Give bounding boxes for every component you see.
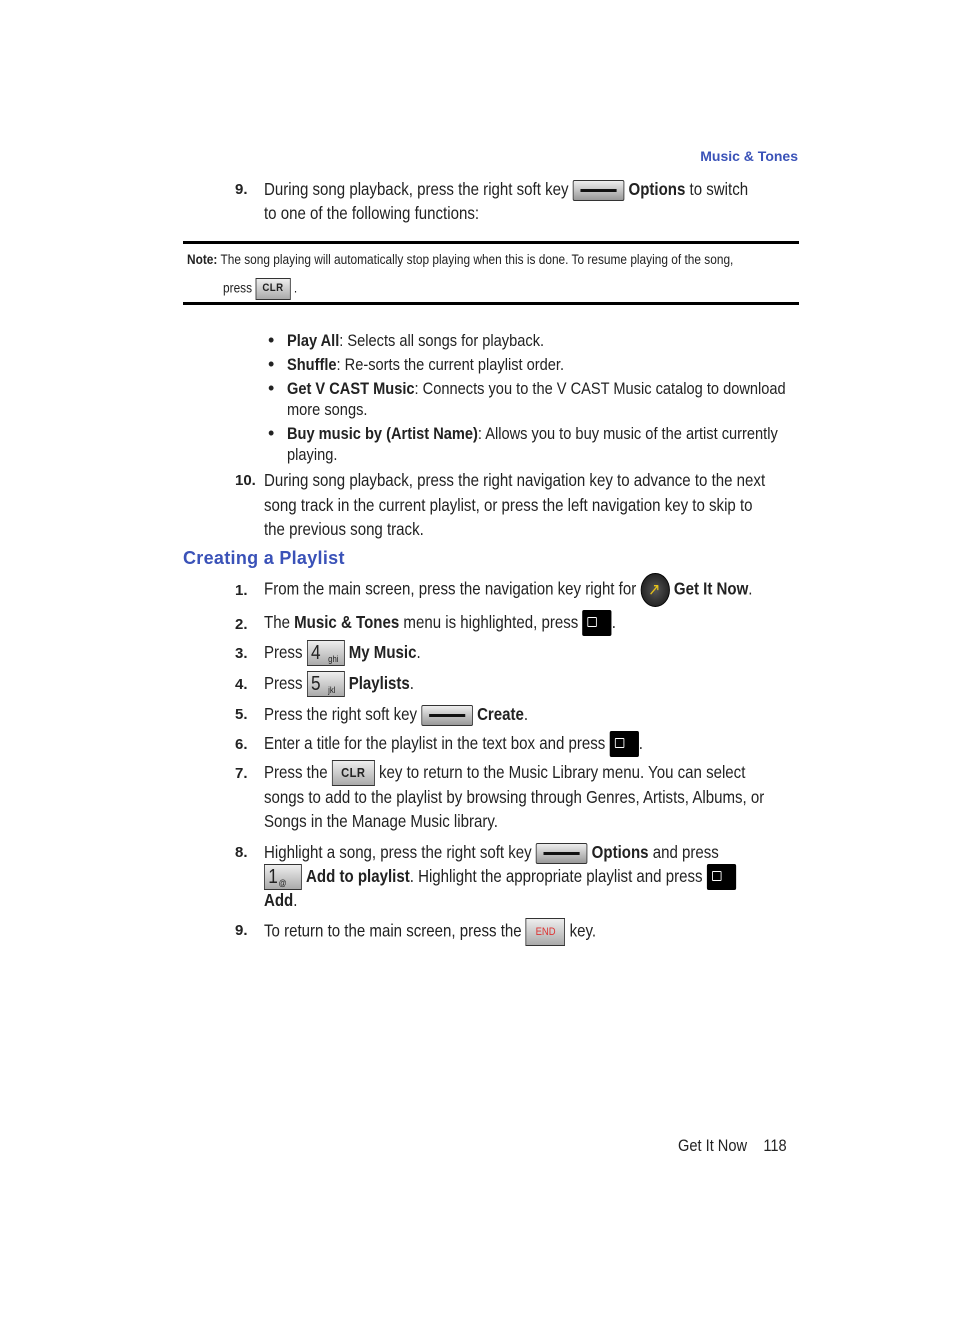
text: .	[416, 642, 421, 662]
note-top-rule	[183, 241, 799, 244]
text: The	[264, 612, 290, 632]
bullet-item	[287, 354, 564, 375]
bold-term: Playlists	[348, 673, 410, 693]
text: menu is highlighted, press	[403, 612, 579, 632]
text: .	[293, 890, 298, 910]
step-text	[264, 177, 748, 201]
key-letters: ghi	[328, 654, 339, 665]
step-text	[264, 888, 297, 912]
step-text-line: During song playback, press the right navigation key to advance to the next	[264, 470, 766, 490]
page-number: 118	[763, 1136, 787, 1155]
page-footer	[678, 1136, 787, 1156]
step-number: 9.	[235, 922, 248, 939]
step-number: 7.	[235, 765, 248, 782]
note-bottom-rule	[183, 302, 799, 305]
step-text-line: to one of the following functions:	[264, 203, 480, 223]
right-soft-key-icon	[573, 180, 625, 201]
text: Press	[264, 642, 303, 662]
bullet-item	[287, 378, 786, 420]
step-text	[264, 864, 736, 890]
text: to switch	[689, 179, 749, 199]
step-number: 3.	[235, 645, 248, 662]
step-text	[264, 702, 528, 726]
text: Press the right soft key	[264, 704, 418, 724]
bullet-icon: •	[268, 378, 275, 398]
bold-term: Get It Now	[673, 578, 749, 599]
get-it-now-icon	[640, 573, 669, 607]
clr-key-icon: CLR	[332, 760, 375, 786]
step-text-line: song track in the current playlist, or press the left navigation key to skip to	[264, 495, 753, 515]
key-4-icon	[307, 640, 345, 666]
note-text: The song playing will automatically stop playing when this is done. To resume playing of the song,	[220, 252, 734, 267]
bullet-text: : Connects you to the V CAST Music catalog to download	[414, 379, 786, 398]
bullet-item	[287, 330, 544, 351]
step-text	[264, 640, 421, 666]
key-digit: 4	[310, 642, 321, 665]
text: Enter a title for the playlist in the text box and press	[264, 733, 606, 753]
section-heading: Creating a Playlist	[183, 548, 345, 568]
step-text-line: songs to add to the playlist by browsing through Genres, Artists, Albums, or	[264, 787, 765, 807]
step-text	[264, 610, 616, 636]
key-letters: @	[278, 878, 287, 889]
bold-term: Add	[264, 890, 294, 910]
key-digit: 5	[310, 673, 321, 696]
bullet-term: Get V CAST Music	[287, 379, 415, 398]
step-number: 2.	[235, 616, 248, 633]
text: Highlight a song, press the right soft key	[264, 842, 532, 862]
running-header: Music & Tones	[700, 148, 798, 164]
bullet-icon: •	[268, 354, 275, 374]
bold-term: Add to playlist	[306, 866, 410, 886]
bullet-icon: •	[268, 423, 275, 443]
text: .	[748, 578, 753, 599]
bullet-text: : Allows you to buy music of the artist currently	[477, 424, 778, 443]
text: During song playback, press the right soft key	[264, 179, 569, 199]
key-1-icon	[264, 864, 302, 890]
bullet-term: Buy music by (Artist Name)	[287, 424, 478, 443]
text: .	[611, 612, 616, 632]
bold-term: Music & Tones	[294, 612, 400, 632]
bullet-text: more songs.	[287, 400, 368, 419]
right-soft-key-icon	[421, 705, 473, 726]
text: .	[638, 733, 643, 753]
bullet-item	[287, 423, 778, 465]
end-key-icon: END	[526, 918, 566, 946]
key-5-icon	[307, 671, 345, 697]
step-text	[264, 731, 643, 757]
bold-term: Create	[477, 704, 524, 724]
text: To return to the main screen, press the	[264, 920, 522, 941]
text: .	[523, 704, 529, 724]
footer-section: Get It Now	[678, 1136, 748, 1155]
note-text: .	[293, 280, 298, 296]
step-number: 6.	[235, 736, 248, 753]
note-line-2	[223, 278, 297, 300]
step-number: 8.	[235, 844, 248, 861]
text: key to return to the Music Library menu. You can select	[378, 762, 746, 782]
note-line	[187, 252, 733, 267]
right-soft-key-icon	[536, 843, 588, 864]
step-text	[264, 760, 745, 786]
key-digit: 1	[268, 866, 278, 889]
ok-key-icon	[610, 731, 639, 757]
bullet-term: Play All	[287, 331, 340, 350]
step-text-line: the previous song track.	[264, 519, 424, 539]
text: From the main screen, press the navigation key right for	[264, 578, 637, 599]
text: Press	[264, 673, 303, 693]
step-number: 4.	[235, 676, 248, 693]
text: and press	[652, 842, 719, 862]
note-label: Note:	[187, 252, 218, 267]
step-text	[264, 840, 719, 864]
bold-term: Options	[591, 842, 649, 862]
bullet-text: : Re-sorts the current playlist order.	[336, 355, 565, 374]
bullet-text: playing.	[287, 445, 338, 464]
clr-key-icon: CLR	[255, 278, 290, 300]
key-letters: jkl	[328, 685, 336, 696]
bullet-term: Shuffle	[287, 355, 337, 374]
step-number: 5.	[235, 706, 248, 723]
step-number: 9.	[235, 181, 248, 198]
bold-term: My Music	[348, 642, 417, 662]
step-number: 1.	[235, 582, 248, 599]
ok-key-icon	[707, 864, 736, 890]
step-text	[264, 671, 414, 697]
ok-key-icon	[582, 610, 611, 636]
bold-term: Options	[628, 179, 686, 199]
step-text-line: Songs in the Manage Music library.	[264, 811, 498, 831]
bullet-text: : Selects all songs for playback.	[339, 331, 545, 350]
step-text	[264, 573, 752, 607]
note-text: press	[223, 280, 253, 296]
bullet-icon: •	[268, 330, 275, 350]
text: . Highlight the appropriate playlist and press	[409, 866, 703, 886]
text: .	[409, 673, 414, 693]
text: key.	[569, 920, 597, 941]
step-text	[264, 918, 596, 946]
step-number: 10.	[235, 472, 256, 489]
text: Press the	[264, 762, 328, 782]
